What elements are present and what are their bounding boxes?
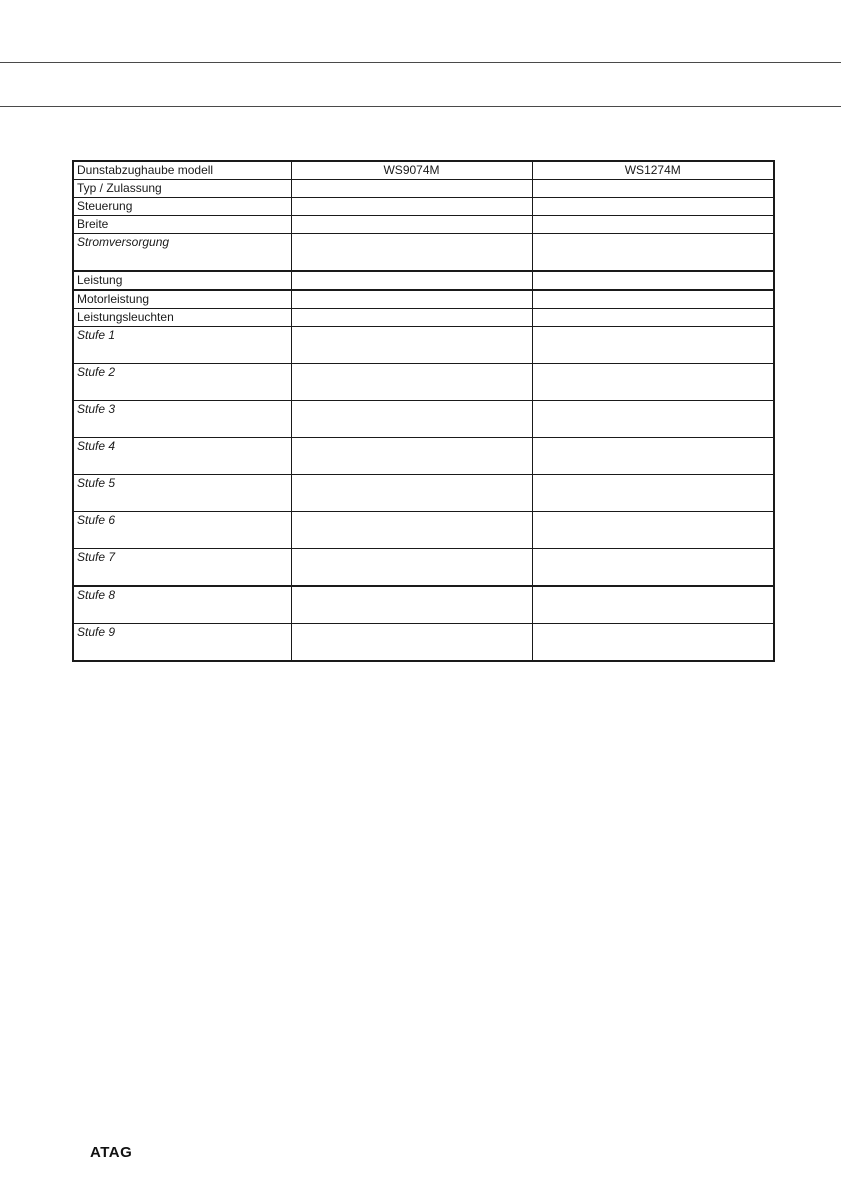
cell-value xyxy=(532,309,774,327)
row-label: Stufe 3 xyxy=(73,401,291,438)
cell-value xyxy=(291,327,532,364)
row-label: Leistungsleuchten xyxy=(73,309,291,327)
atag-logo: ATAG xyxy=(90,1144,133,1161)
model-ws9074m: WS9074M xyxy=(291,161,532,180)
row-label: Stufe 4 xyxy=(73,438,291,475)
cell-value xyxy=(532,327,774,364)
cell-value xyxy=(291,364,532,401)
header-rule-bottom xyxy=(0,106,841,107)
cell-value xyxy=(532,271,774,290)
cell-value xyxy=(291,198,532,216)
table-row-stufe-8 xyxy=(73,586,774,624)
row-label: Breite xyxy=(73,216,291,234)
cell-value xyxy=(532,438,774,475)
cell-value xyxy=(532,549,774,587)
table-row-stufe-7 xyxy=(73,549,774,587)
cell-value xyxy=(532,234,774,272)
cell-value xyxy=(291,624,532,662)
cell-value xyxy=(532,364,774,401)
table-row-leistungsleuchten xyxy=(73,309,774,327)
cell-value xyxy=(291,401,532,438)
cell-value xyxy=(532,624,774,662)
row-label: Steuerung xyxy=(73,198,291,216)
table-row-stufe-5 xyxy=(73,475,774,512)
cell-value xyxy=(291,438,532,475)
row-label: Stromversorgung xyxy=(73,234,291,272)
table-row-leistung xyxy=(73,271,774,290)
row-label: Stufe 1 xyxy=(73,327,291,364)
row-label: Stufe 8 xyxy=(73,586,291,624)
row-label: Stufe 9 xyxy=(73,624,291,662)
cell-value xyxy=(291,234,532,272)
table-row-stufe-9 xyxy=(73,624,774,662)
row-label: Stufe 6 xyxy=(73,512,291,549)
cell-value xyxy=(532,198,774,216)
specification-table xyxy=(72,160,775,662)
cell-value xyxy=(291,290,532,309)
row-label: Stufe 2 xyxy=(73,364,291,401)
cell-value xyxy=(532,401,774,438)
table-row-steuerung xyxy=(73,198,774,216)
cell-value xyxy=(532,216,774,234)
table-row-motorleistung xyxy=(73,290,774,309)
cell-value xyxy=(291,512,532,549)
table-header-row xyxy=(73,161,774,180)
cell-value xyxy=(532,586,774,624)
table-row-stufe-4 xyxy=(73,438,774,475)
cell-value xyxy=(291,180,532,198)
table-row-stufe-1 xyxy=(73,327,774,364)
cell-value xyxy=(532,475,774,512)
cell-value xyxy=(291,475,532,512)
cell-value xyxy=(291,216,532,234)
cell-value xyxy=(291,309,532,327)
cell-value xyxy=(291,586,532,624)
table-row-typ-zulassung xyxy=(73,180,774,198)
table-row-stromversorgung xyxy=(73,234,774,272)
model-ws1274m: WS1274M xyxy=(532,161,774,180)
cell-value xyxy=(532,512,774,549)
table-row-stufe-2 xyxy=(73,364,774,401)
row-label: Stufe 5 xyxy=(73,475,291,512)
row-label: Leistung xyxy=(73,271,291,290)
cell-value xyxy=(291,271,532,290)
cell-value xyxy=(532,290,774,309)
header-label: Dunstabzughaube modell xyxy=(73,161,291,180)
row-label: Stufe 7 xyxy=(73,549,291,587)
cell-value xyxy=(532,180,774,198)
table-row-stufe-6 xyxy=(73,512,774,549)
row-label: Typ / Zulassung xyxy=(73,180,291,198)
header-rule-top xyxy=(0,62,841,63)
table-row-stufe-3 xyxy=(73,401,774,438)
row-label: Motorleistung xyxy=(73,290,291,309)
cell-value xyxy=(291,549,532,587)
table-row-breite xyxy=(73,216,774,234)
